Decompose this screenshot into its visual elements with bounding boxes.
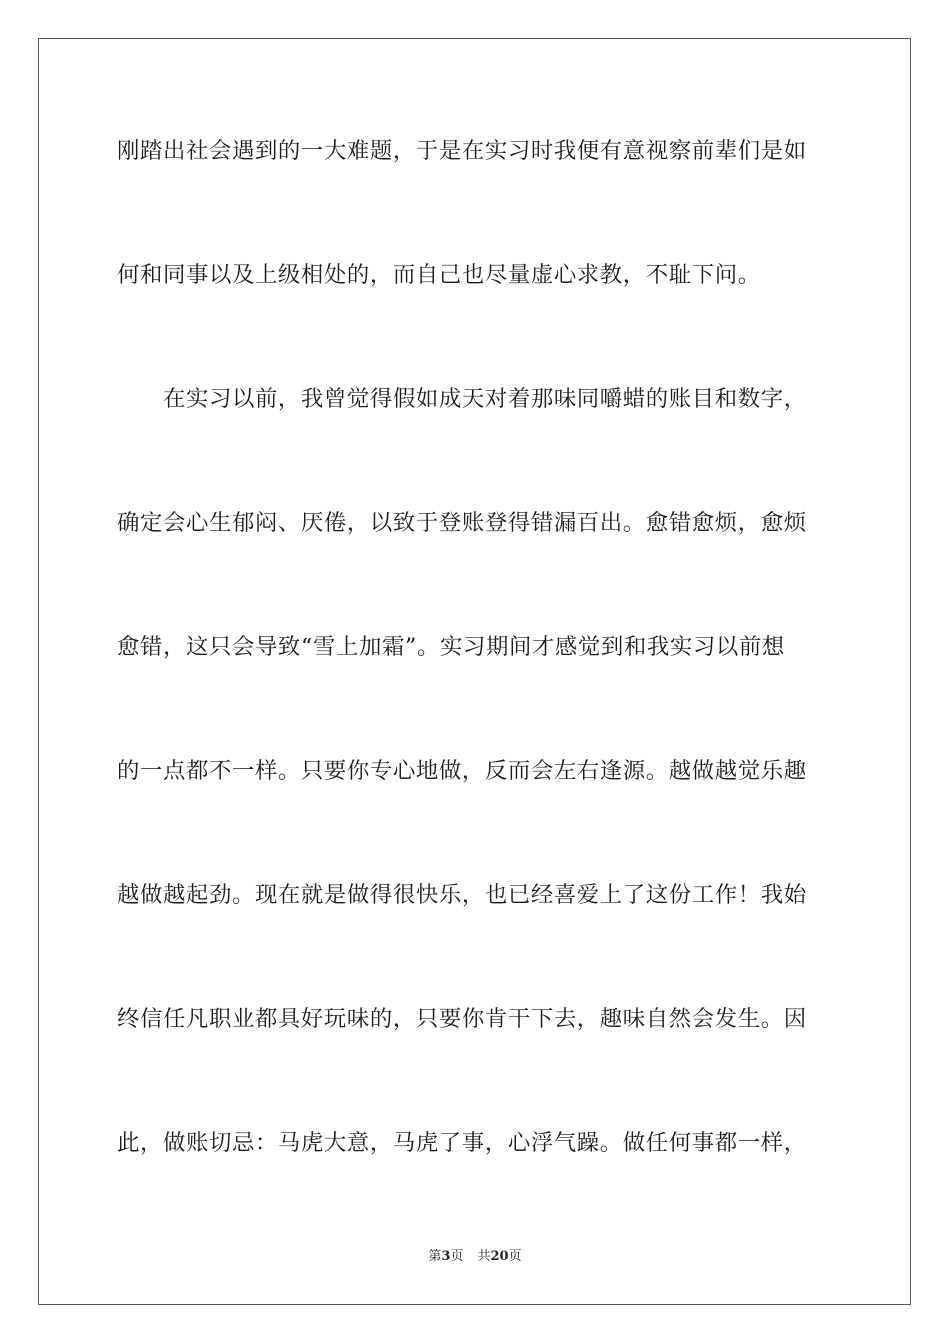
page-footer bbox=[0, 1248, 950, 1266]
total-page-count: 20 bbox=[490, 1249, 509, 1264]
body-text-line-1: 刚踏出社会遇到的一大难题，于是在实习时我便有意视察前辈们是如 bbox=[117, 138, 807, 164]
body-text-line-4: 确定会心生郁闷、厌倦，以致于登账登得错漏百出。愈错愈烦，愈烦 bbox=[117, 510, 807, 536]
body-text-line-2: 何和同事以及上级相处的，而自己也尽量虚心求教，不耻下问。 bbox=[117, 262, 761, 288]
body-text-line-3: 在实习以前，我曾觉得假如成天对着那味同嚼蜡的账目和数字， bbox=[117, 386, 807, 412]
body-text-line-9: 此，做账切忌：马虎大意，马虎了事，心浮气躁。做任何事都一样， bbox=[117, 1130, 807, 1156]
page-unit: 页 bbox=[450, 1249, 464, 1264]
body-text-line-8: 终信任凡职业都具好玩味的，只要你肯干下去，趣味自然会发生。因 bbox=[117, 1006, 807, 1032]
page-prefix: 第 bbox=[428, 1249, 442, 1264]
total-unit: 页 bbox=[508, 1249, 522, 1264]
body-text-line-6: 的一点都不一样。只要你专心地做，反而会左右逢源。越做越觉乐趣 bbox=[117, 758, 807, 784]
page-border bbox=[38, 38, 911, 1305]
total-prefix: 共 bbox=[477, 1249, 491, 1264]
body-text-line-5: 愈错，这只会导致“雪上加霜”。实习期间才感觉到和我实习以前想 bbox=[117, 634, 785, 660]
current-page-number: 3 bbox=[441, 1249, 451, 1264]
body-text-line-7: 越做越起劲。现在就是做得很快乐，也已经喜爱上了这份工作！我始 bbox=[117, 882, 807, 908]
